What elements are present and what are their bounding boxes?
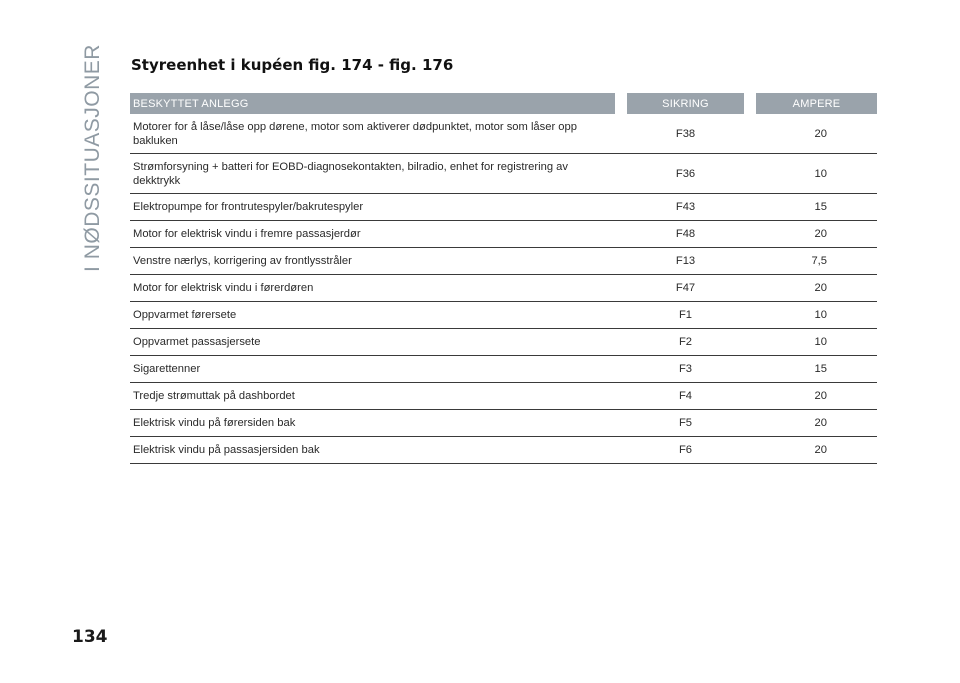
row-fuse: F38 (627, 114, 744, 154)
table-row (130, 194, 877, 221)
row-fuse: F5 (627, 410, 744, 437)
section-heading: Styreenhet i kupéen fig. 174 - fig. 176 (131, 56, 454, 74)
row-item: Elektrisk vindu på førersiden bak (130, 410, 615, 437)
row-fuse: F1 (627, 302, 744, 329)
chapter-title: I NØDSSITUASJONER (81, 43, 104, 272)
row-item: Motor for elektrisk vindu i førerdøren (130, 275, 615, 302)
table-row (130, 221, 877, 248)
row-ampere: 20 (756, 383, 877, 410)
row-fuse: F47 (627, 275, 744, 302)
fuse-table (130, 93, 877, 464)
row-item: Oppvarmet førersete (130, 302, 615, 329)
row-fuse: F6 (627, 437, 744, 464)
row-fuse: F2 (627, 329, 744, 356)
row-fuse: F36 (627, 154, 744, 194)
row-fuse: F13 (627, 248, 744, 275)
row-item: Oppvarmet passasjersete (130, 329, 615, 356)
table-row (130, 275, 877, 302)
row-item: Motorer for å låse/låse opp dørene, motor som aktiverer dødpunktet, motor som låser opp bakluken (130, 114, 615, 154)
table-row (130, 114, 877, 154)
row-ampere: 20 (756, 410, 877, 437)
row-item: Elektrisk vindu på passasjersiden bak (130, 437, 615, 464)
row-ampere: 10 (756, 154, 877, 194)
row-fuse: F4 (627, 383, 744, 410)
row-item: Venstre nærlys, korrigering av frontlysstråler (130, 248, 615, 275)
row-fuse: F48 (627, 221, 744, 248)
row-ampere: 7,5 (756, 248, 877, 275)
header-ampere: AMPERE (756, 93, 877, 114)
table-row (130, 302, 877, 329)
row-ampere: 20 (756, 221, 877, 248)
row-ampere: 15 (756, 194, 877, 221)
header-fuse: SIKRING (627, 93, 744, 114)
table-header-row (130, 93, 877, 114)
row-fuse: F43 (627, 194, 744, 221)
row-ampere: 15 (756, 356, 877, 383)
chapter-side-label (80, 40, 106, 275)
row-item: Tredje strømuttak på dashbordet (130, 383, 615, 410)
table-row (130, 356, 877, 383)
row-ampere: 20 (756, 114, 877, 154)
row-fuse: F3 (627, 356, 744, 383)
table-row (130, 383, 877, 410)
table-row (130, 410, 877, 437)
row-item: Elektropumpe for frontrutespyler/bakrutespyler (130, 194, 615, 221)
page-number: 134 (72, 627, 108, 647)
table-row (130, 329, 877, 356)
row-ampere: 20 (756, 275, 877, 302)
row-item: Strømforsyning + batteri for EOBD-diagnosekontakten, bilradio, enhet for registrering av dekktrykk (130, 154, 615, 194)
table-row (130, 154, 877, 194)
row-item: Sigarettenner (130, 356, 615, 383)
table-row (130, 437, 877, 464)
table-row (130, 248, 877, 275)
row-ampere: 10 (756, 302, 877, 329)
row-ampere: 20 (756, 437, 877, 464)
row-item: Motor for elektrisk vindu i fremre passasjerdør (130, 221, 615, 248)
row-ampere: 10 (756, 329, 877, 356)
header-protected-system: BESKYTTET ANLEGG (130, 93, 615, 114)
